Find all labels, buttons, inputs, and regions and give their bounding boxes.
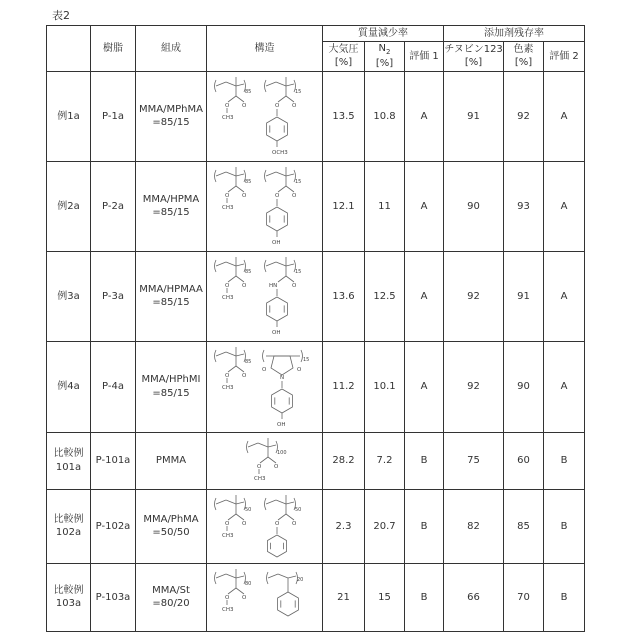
tinuvin-residual-cell: 91 [444, 71, 504, 161]
composition-line: MMA/HPhMI [136, 373, 206, 387]
monomer-unit [214, 569, 245, 605]
carbonyl-oxygen: O [242, 283, 247, 289]
n2-loss-cell: 15 [365, 563, 405, 631]
composition-line: =50/50 [136, 526, 206, 540]
example-label: 例4a [47, 380, 90, 394]
atm-loss-cell: 12.1 [323, 161, 365, 251]
structure-cell [207, 251, 323, 341]
atm-loss-cell: 13.5 [323, 71, 365, 161]
eval2-cell: B [544, 489, 585, 563]
tinuvin-residual-cell: 75 [444, 432, 504, 489]
chemical-structure [210, 492, 320, 560]
amide-nh: HN [269, 283, 277, 289]
structure-cell [207, 341, 323, 432]
atm-loss-cell: 28.2 [323, 432, 365, 489]
svg-text:O: O [297, 367, 302, 373]
dye-residual-cell: 70 [504, 563, 544, 631]
example-label: 例3a [47, 290, 90, 304]
methyl-group: CH3 [222, 205, 234, 211]
ester-oxygen: O [225, 373, 230, 379]
example-label: 例2a [47, 200, 90, 214]
repeat-count: 15 [295, 179, 301, 185]
resin-cell: P-2a [91, 161, 136, 251]
n2-loss-cell: 10.8 [365, 71, 405, 161]
composition-line: PMMA [136, 454, 206, 468]
eval2-cell: A [544, 71, 585, 161]
header-n2 [365, 42, 405, 72]
eval2-cell: A [544, 341, 585, 432]
ester-oxygen: O [225, 595, 230, 601]
dye-residual-cell: 92 [504, 71, 544, 161]
table-row [47, 161, 585, 251]
resin-cell: P-4a [91, 341, 136, 432]
monomer-unit [246, 438, 277, 474]
example-cell [47, 432, 91, 489]
header-eval2: 評価 2 [544, 42, 585, 72]
para-substituent: OH [272, 330, 280, 336]
composition-line: =85/15 [136, 387, 206, 401]
dye-residual-cell: 90 [504, 341, 544, 432]
table-row [47, 489, 585, 563]
composition-cell [136, 161, 207, 251]
resin-cell: P-101a [91, 432, 136, 489]
header-tinuvin-label: チヌビン123 [444, 43, 503, 57]
chemical-structure [210, 254, 320, 338]
repeat-count: 15 [303, 357, 309, 363]
header-dye-unit: [%] [504, 56, 543, 70]
chemical-structure [210, 74, 320, 158]
carbonyl-oxygen: O [242, 103, 247, 109]
dye-residual-cell: 93 [504, 161, 544, 251]
methyl-group: CH3 [254, 476, 266, 482]
ester-oxygen: O [225, 193, 230, 199]
structure-cell [207, 563, 323, 631]
composition-cell [136, 563, 207, 631]
tinuvin-residual-cell: 92 [444, 251, 504, 341]
example-label: 102a [47, 526, 90, 540]
methyl-group: CH3 [222, 533, 234, 539]
header-additive-residual: 添加剤残存率 [444, 26, 585, 42]
eval1-cell: A [405, 251, 444, 341]
eval1-cell: B [405, 563, 444, 631]
monomer-unit [264, 495, 295, 534]
svg-text:O: O [275, 521, 280, 527]
composition-line: MMA/MPhMA [136, 103, 206, 117]
composition-line: MMA/St [136, 584, 206, 598]
methyl-group: CH3 [222, 607, 234, 613]
repeat-count: 50 [245, 507, 251, 513]
composition-cell [136, 341, 207, 432]
header-n2-unit: [%] [365, 57, 404, 71]
para-substituent: OH [277, 422, 285, 428]
composition-cell [136, 251, 207, 341]
ester-oxygen: O [225, 283, 230, 289]
eval2-cell: B [544, 563, 585, 631]
example-cell [47, 489, 91, 563]
header-composition: 組成 [136, 26, 207, 72]
example-cell [47, 71, 91, 161]
header-resin: 樹脂 [91, 26, 136, 72]
eval1-cell: A [405, 161, 444, 251]
composition-cell [136, 432, 207, 489]
chemical-structure [210, 344, 320, 429]
eval2-cell: A [544, 251, 585, 341]
repeat-count: 20 [297, 577, 303, 583]
repeat-count: 50 [295, 507, 301, 513]
header-atm-label: 大気圧 [323, 43, 364, 57]
methyl-group: CH3 [222, 385, 234, 391]
eval1-cell: B [405, 432, 444, 489]
table-row [47, 432, 585, 489]
composition-cell [136, 71, 207, 161]
atm-loss-cell: 2.3 [323, 489, 365, 563]
atm-loss-cell: 11.2 [323, 341, 365, 432]
resin-cell: P-103a [91, 563, 136, 631]
table-caption: 表2 [52, 7, 70, 23]
repeat-count: 85 [245, 89, 251, 95]
composition-line: MMA/HPMA [136, 193, 206, 207]
atm-loss-cell: 21 [323, 563, 365, 631]
header-dye [504, 42, 544, 72]
eval1-cell: A [405, 341, 444, 432]
n2-loss-cell: 7.2 [365, 432, 405, 489]
n2-loss-cell: 20.7 [365, 489, 405, 563]
header-mass-loss: 質量減少率 [323, 26, 444, 42]
composition-line: MMA/HPMAA [136, 283, 206, 297]
resin-cell: P-3a [91, 251, 136, 341]
example-cell [47, 563, 91, 631]
carbonyl-oxygen: O [242, 521, 247, 527]
svg-text:O: O [292, 283, 297, 289]
structure-cell [207, 489, 323, 563]
composition-line: =80/20 [136, 597, 206, 611]
monomer-unit [214, 495, 245, 531]
header-tinuvin-unit: [%] [444, 56, 503, 70]
repeat-count: 15 [295, 89, 301, 95]
resin-cell: P-102a [91, 489, 136, 563]
eval2-cell: B [544, 432, 585, 489]
ester-oxygen: O [225, 103, 230, 109]
n2-loss-cell: 11 [365, 161, 405, 251]
atm-loss-cell: 13.6 [323, 251, 365, 341]
composition-line: =85/15 [136, 206, 206, 220]
composition-line: =85/15 [136, 116, 206, 130]
example-label: 103a [47, 597, 90, 611]
n2-loss-cell: 12.5 [365, 251, 405, 341]
results-table [46, 25, 585, 632]
para-substituent: OH [272, 240, 280, 246]
tinuvin-residual-cell: 66 [444, 563, 504, 631]
header-structure: 構造 [207, 26, 323, 72]
repeat-count: 15 [295, 269, 301, 275]
chemical-structure [210, 164, 320, 248]
svg-text:O: O [262, 367, 267, 373]
table-row [47, 71, 585, 161]
table-row [47, 341, 585, 432]
composition-line: =85/15 [136, 296, 206, 310]
example-label: 例1a [47, 110, 90, 124]
svg-text:O: O [292, 521, 297, 527]
structure-cell [207, 71, 323, 161]
svg-text:O: O [275, 103, 280, 109]
dye-residual-cell: 60 [504, 432, 544, 489]
monomer-unit [214, 167, 245, 203]
header-atm-unit: [%] [323, 56, 364, 70]
chemical-structure [210, 435, 320, 486]
ester-oxygen: O [225, 521, 230, 527]
carbonyl-oxygen: O [274, 464, 279, 470]
tinuvin-residual-cell: 82 [444, 489, 504, 563]
composition-cell [136, 489, 207, 563]
monomer-unit [214, 77, 245, 113]
header-eval1: 評価 1 [405, 42, 444, 72]
example-label: 比較例 [47, 513, 90, 527]
svg-text:O: O [292, 103, 297, 109]
header-dye-label: 色素 [504, 43, 543, 57]
carbonyl-oxygen: O [242, 595, 247, 601]
table-row [47, 563, 585, 631]
example-label: 101a [47, 461, 90, 475]
structure-cell [207, 432, 323, 489]
example-cell [47, 341, 91, 432]
imide-nitrogen: N [280, 375, 284, 381]
n2-loss-cell: 10.1 [365, 341, 405, 432]
dye-residual-cell: 91 [504, 251, 544, 341]
styrene-unit [266, 572, 297, 592]
tinuvin-residual-cell: 92 [444, 341, 504, 432]
example-label: 比較例 [47, 447, 90, 461]
svg-text:O: O [292, 193, 297, 199]
svg-text:O: O [275, 193, 280, 199]
dye-residual-cell: 85 [504, 489, 544, 563]
header-n2-label: N2 [365, 42, 404, 57]
chemical-structure [210, 566, 320, 628]
repeat-count: 85 [245, 359, 251, 365]
carbonyl-oxygen: O [242, 193, 247, 199]
table-row [47, 251, 585, 341]
resin-cell: P-1a [91, 71, 136, 161]
repeat-count: 80 [245, 581, 251, 587]
tinuvin-residual-cell: 90 [444, 161, 504, 251]
repeat-count: 100 [277, 450, 287, 456]
maleimide-unit [262, 350, 302, 419]
eval1-cell: B [405, 489, 444, 563]
monomer-unit [214, 257, 245, 293]
methyl-group: CH3 [222, 115, 234, 121]
composition-line: MMA/PhMA [136, 513, 206, 527]
eval2-cell: A [544, 161, 585, 251]
monomer-unit [214, 347, 245, 383]
eval1-cell: A [405, 71, 444, 161]
repeat-count: 85 [245, 179, 251, 185]
example-cell [47, 161, 91, 251]
header-atm [323, 42, 365, 72]
para-substituent: OCH3 [272, 150, 288, 156]
methyl-group: CH3 [222, 295, 234, 301]
repeat-count: 85 [245, 269, 251, 275]
example-label: 比較例 [47, 584, 90, 598]
example-cell [47, 251, 91, 341]
carbonyl-oxygen: O [242, 373, 247, 379]
ester-oxygen: O [257, 464, 262, 470]
structure-cell [207, 161, 323, 251]
header-tinuvin [444, 42, 504, 72]
header-example [47, 26, 91, 72]
